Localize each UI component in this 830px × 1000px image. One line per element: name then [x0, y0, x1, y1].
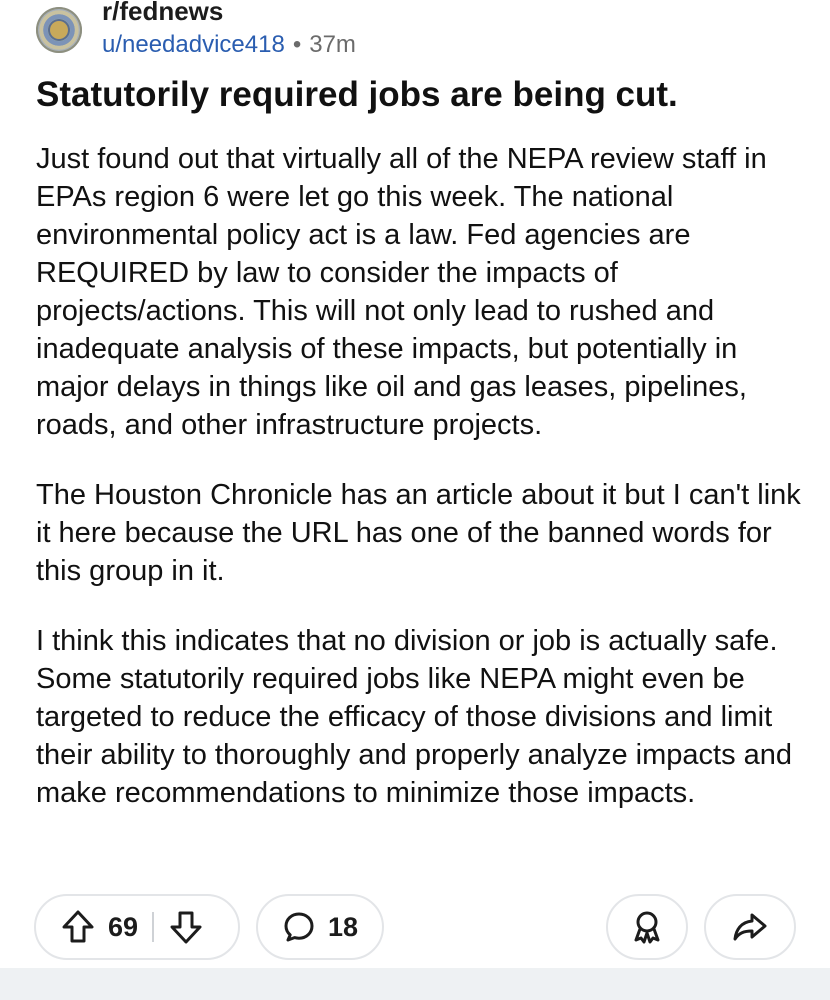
vote-control: [34, 894, 240, 960]
subreddit-avatar[interactable]: [36, 7, 82, 53]
post-actions: [34, 894, 796, 962]
downvote-arrow-icon[interactable]: [168, 908, 204, 946]
award-icon: [630, 909, 664, 945]
share-arrow-icon: [732, 910, 768, 944]
comment-bubble-icon: [282, 910, 316, 944]
post-meta: [102, 31, 356, 59]
post-paragraph-3: I think this indicates that no division or job is actually safe. Some statutorily required jobs like NEPA might even be targeted to reduce the efficacy of those divisions and limit their ability to thoroughly and properly analyze impacts and make recommendations to minimize those impacts.: [36, 625, 793, 809]
post-header: [36, 0, 796, 60]
comment-count: 18: [328, 911, 359, 942]
vote-divider: [152, 912, 154, 942]
award-button[interactable]: [606, 894, 688, 960]
post-body: [36, 140, 806, 844]
post-time: 37m: [309, 31, 356, 58]
meta-separator: •: [292, 31, 302, 58]
post-paragraph-1: Just found out that virtually all of the NEPA review staff in EPAs region 6 were let go this week. The national environmental policy act is a law. Fed agencies are REQUIRED by law to consider the impacts of projects/actions. This will not only lead to rushed and inadequate analysis of these impacts, but potentially in major delays in things like oil and gas leases, pipelines, roads, and other infrastructure projects.: [36, 143, 767, 441]
bottom-strip: [0, 968, 830, 1000]
upvote-arrow-icon[interactable]: [60, 908, 96, 946]
author-link[interactable]: u/needadvice418: [102, 31, 285, 58]
post-paragraph-2: The Houston Chronicle has an article about it but I can't link it here because the URL has one of the banned words for this group in it.: [36, 479, 801, 587]
post-title: Statutorily required jobs are being cut.: [36, 75, 678, 114]
share-button[interactable]: [704, 894, 796, 960]
upvote-count: 69: [108, 911, 139, 942]
comments-button[interactable]: [256, 894, 384, 960]
subreddit-name[interactable]: r/fednews: [102, 0, 224, 26]
